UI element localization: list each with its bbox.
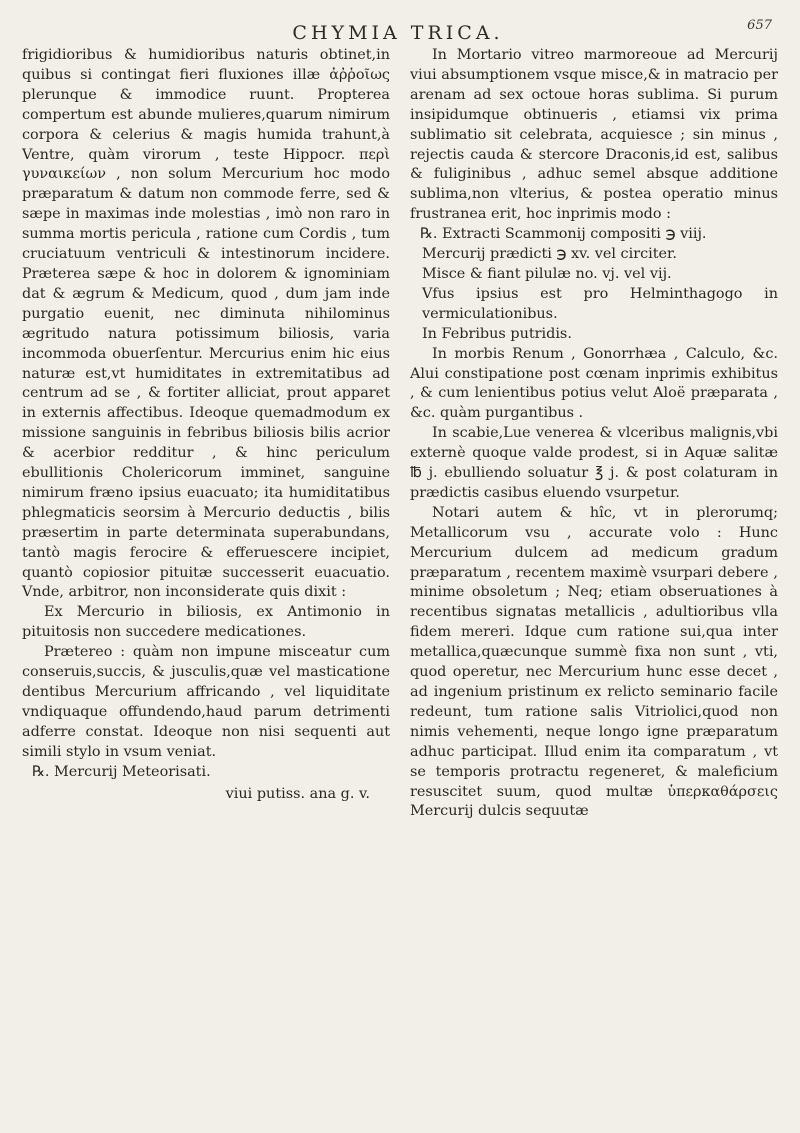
page-header bbox=[18, 14, 778, 44]
paragraph: In Mortario vitreo marmoreoue ad Mercurij viui absumptionem vsque misce,& in matracio per arenam ad sex octoue horas sublima. Si purum insipidumque obtinueris , etiamsi vix prima sublimatio sit celebrata, acquiesce ; sin minus , rejectis cauda & stercore Draconis,id est, salibus & fuliginibus , adhuc semel absque additione sublima,non vlterius, & postea operatio minus frustranea erit, hoc inprimis modo : bbox=[410, 47, 778, 223]
catchword: viui putiss. ana g. v. bbox=[225, 785, 370, 802]
usage-line: Vfus ipsius est pro Helminthagogo in vermiculationibus. bbox=[422, 285, 778, 322]
section-heading: In Febribus putridis. bbox=[422, 325, 572, 342]
page-number: 657 bbox=[747, 18, 772, 33]
paragraph: Prætereo : quàm non impune misceatur cum conseruis,succis, & jusculis,quæ vel masticatione dentibus Mercurium affricando , vel liquiditate vndiquaque offundendo,haud parum detrimenti adferre constat. Ideoque non nisi sequenti aut simili stylo in vsum veniat. bbox=[22, 644, 390, 760]
text-columns bbox=[18, 46, 778, 822]
running-head: CHYMIA TRICA. bbox=[292, 22, 504, 44]
recipe-line: Misce & fiant pilulæ no. vj. vel vij. bbox=[422, 265, 672, 282]
paragraph: In scabie,Lue venerea & vlceribus malignis,vbi externè quoque valde prodest, si in Aquæ salitæ ℔ j. ebulliendo soluatur ℥ j. & post colaturam in prædictis casibus eluendo vsurpetur. bbox=[410, 425, 778, 501]
right-column bbox=[404, 46, 778, 822]
recipe-line: ℞. Extracti Scammonij compositi ℈ viij. bbox=[420, 226, 707, 243]
left-column bbox=[18, 46, 390, 822]
paragraph: Ex Mercurio in biliosis, ex Antimonio in pituitosis non succedere medicationes. bbox=[22, 604, 390, 641]
recipe-line: ℞. Mercurij Meteorisati. bbox=[32, 763, 211, 780]
paragraph: Notari autem & hîc, vt in plerorumq; Metallicorum vsu , accurate volo : Hunc Mercurium dulcem ad medicum gradum præparatum , recentem maximè vsurpari debere , minime obsoletum ; Neq; etiam obseruationes à recentibus signatas metallicis , adultioribus vlla fidem mereri. Idque cum ratione sui,qua inter metallica,quæcunque summè fixa non sunt , vti, quod operetur, nec Mercurium hunc esse decet , ad ingenium pristinum ex relicto seminario facile redeunt, tum ratione salis Vitriolici,quod non nimis vehementi, neque longo igne præparatum adhuc participat. Illud enim ita comparatum , vt se temporis protractu regeneret, & maleficium resuscitet suum, quod multæ ὑπερκαθάρσεις Mercurij dulcis sequutæ bbox=[410, 504, 778, 820]
paragraph: In morbis Renum , Gonorrhæa , Calculo, &c. Alui constipatione post cœnam inprimis exhibitus , & cum lenientibus potius velut Aloë præparata , &c. quàm purgantibus . bbox=[410, 345, 778, 422]
recipe-line: Mercurij prædicti ℈ xv. vel circiter. bbox=[422, 246, 677, 263]
paragraph: frigidioribus & humidioribus naturis obtinet,in quibus si contingat fieri fluxiones illæ ἀῤῥοῖως plerunque & immodice ruunt. Propterea compertum est abunde mulieres,quarum nimirum corpora & celerius & magis humida trahunt,à Ventre, quàm virorum , teste Hippocr. περὶ γυναικείων , non solum Mercurium hoc modo præparatum & datum non commode ferre, sed & sæpe in maximas inde molestias , imò non raro in summa mortis pericula , ratione cum Cordis , tum cruciatuum ventriculi & intestinorum incidere. Præterea sæpe & hoc in dolorem & ignominiam dat & ægrum & Medicum, quod , dum jam inde purgatio euenit, nec diminuta nihilominus ægritudo natura potissimum biliosis, varia incommoda obuerſentur. Mercurius enim hic eius naturæ est,vt humiditates in extremitatibus ad centrum ad se , & fortiter alliciat, prout apparet in externis affectibus. Ideoque quemadmodum ex missione sanguinis in febribus biliosis bilis acrior & acerbior redditur , & hinc periculum ebullitionis Cholericorum imminet, sanguine nimirum fræno ipsius euacuato; ita humiditatibus phlegmaticis seorsim à Mercurio deductis , bilis præsertim in parte determinata superabundans, tantò magis ferocire & efferuescere incipiet, quantò copiosior pituitæ successerit euacuatio. Vnde, arbitror, non inconsiderate quis dixit : bbox=[22, 47, 390, 601]
